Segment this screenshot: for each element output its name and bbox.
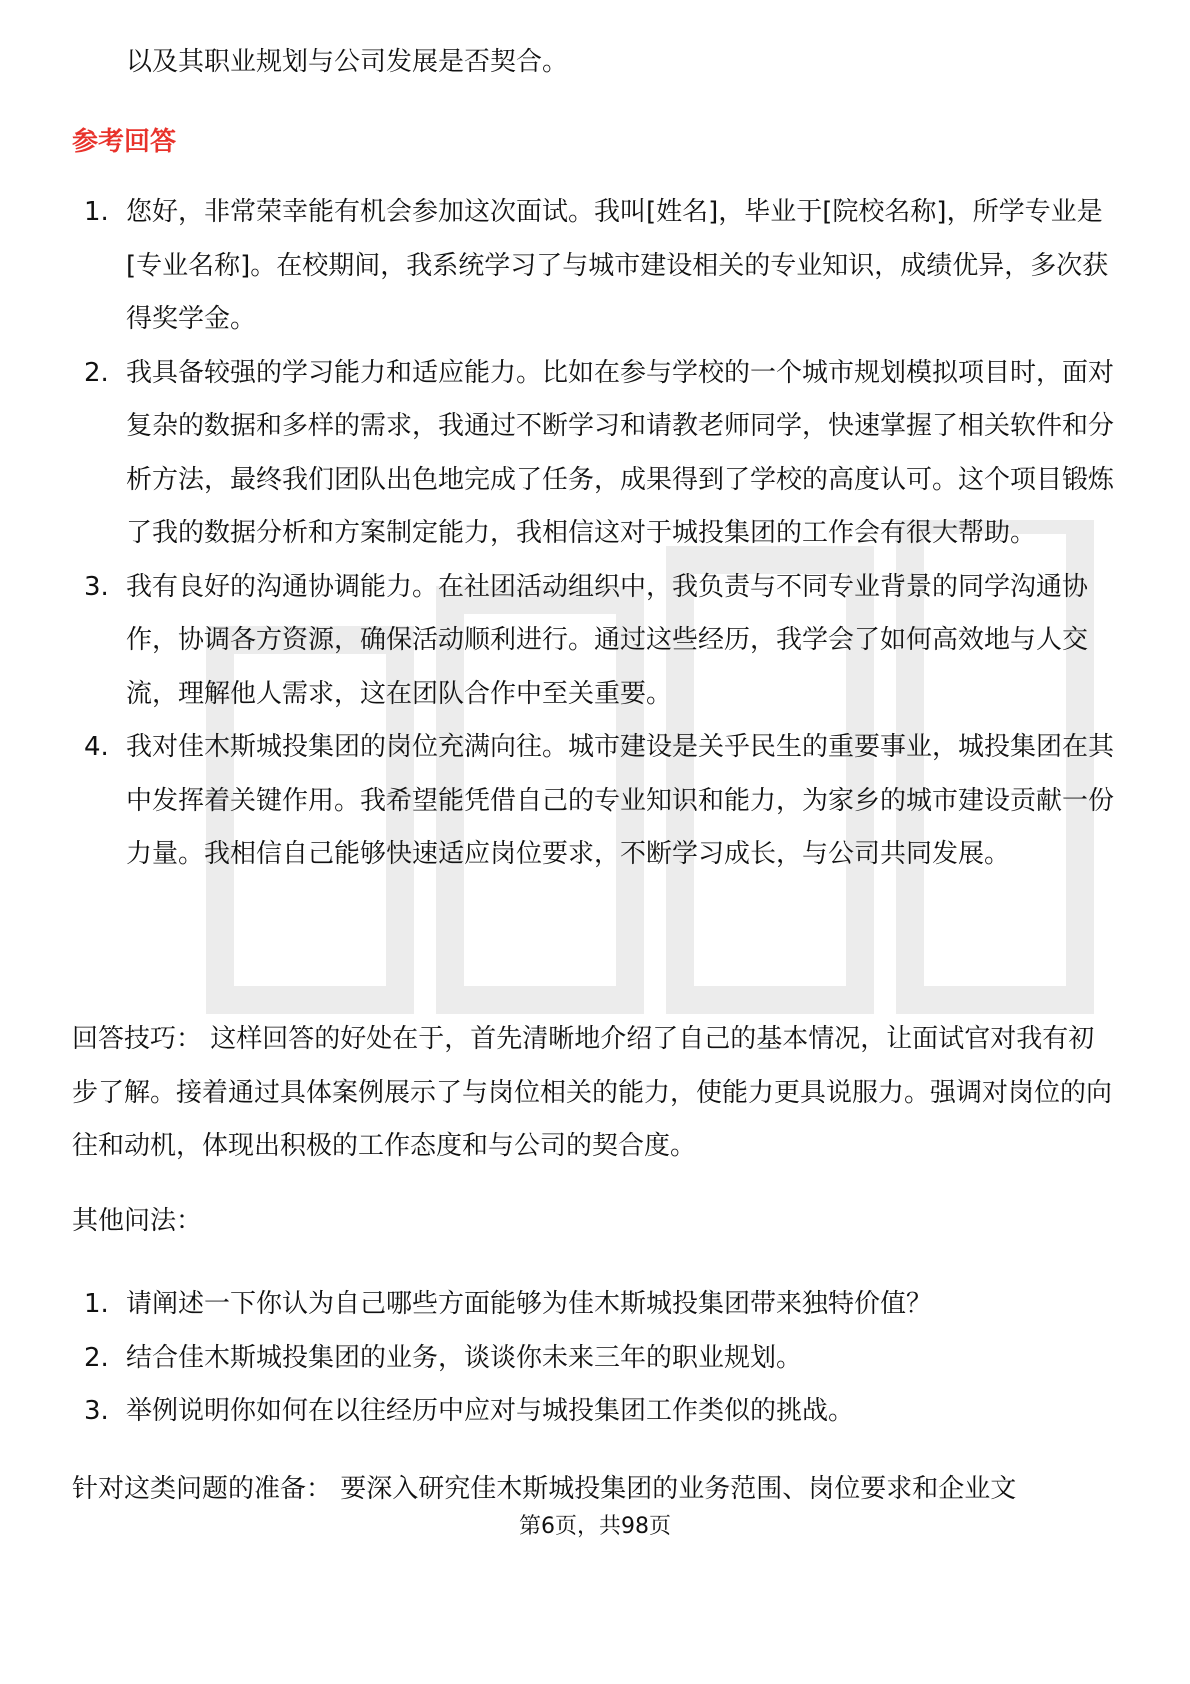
list-number: 4. bbox=[84, 732, 109, 762]
other-question-item bbox=[72, 1332, 1118, 1386]
list-number: 3. bbox=[84, 1396, 109, 1426]
answer-list bbox=[72, 186, 1118, 882]
continuation-text: 以及其职业规划与公司发展是否契合。 bbox=[126, 47, 569, 77]
answer-item bbox=[72, 347, 1118, 561]
list-number: 1. bbox=[84, 197, 109, 227]
other-question-text: 请阐述一下你认为自己哪些方面能够为佳木斯城投集团带来独特价值？ bbox=[126, 1289, 933, 1319]
preparation-text: 针对这类问题的准备： 要深入研究佳木斯城投集团的业务范围、岗位要求和企业文 bbox=[72, 1474, 1017, 1504]
other-questions-list bbox=[72, 1278, 1118, 1439]
answer-tips: 回答技巧： 这样回答的好处在于，首先清晰地介绍了自己的基本情况，让面试官对我有初步了解。接着通过具体案例展示了与岗位相关的能力，使能力更具说服力。强调对岗位的向往和动机，体现出积极的工作态度和与公司的契合度。 bbox=[72, 1024, 1113, 1161]
other-questions-title: 其他问法： bbox=[72, 1206, 203, 1236]
list-number: 2. bbox=[84, 357, 109, 388]
other-question-text: 结合佳木斯城投集团的业务，谈谈你未来三年的职业规划。 bbox=[126, 1342, 803, 1373]
answer-text: 您好，非常荣幸能有机会参加这次面试。我叫[姓名]，毕业于[院校名称]，所学专业是[专业名称]。在校期间，我系统学习了与城市建设相关的专业知识，成绩优异，多次获得奖学金。 bbox=[126, 197, 1109, 334]
other-question-item bbox=[72, 1278, 1118, 1332]
answer-text: 我对佳木斯城投集团的岗位充满向往。城市建设是关乎民生的重要事业，城投集团在其中发挥着关键作用。我希望能凭借自己的专业知识和能力，为家乡的城市建设贡献一份力量。我相信自己能够快速适应岗位要求，不断学习成长，与公司共同发展。 bbox=[126, 732, 1115, 869]
other-question-text: 举例说明你如何在以往经历中应对与城投集团工作类似的挑战。 bbox=[126, 1396, 855, 1426]
other-question-item bbox=[72, 1385, 1118, 1439]
answer-text: 我具备较强的学习能力和适应能力。比如在参与学校的一个城市规划模拟项目时，面对复杂的数据和多样的需求，我通过不断学习和请教老师同学，快速掌握了相关软件和分析方法，最终我们团队出色地完成了任务，成果得到了学校的高度认可。这个项目锻炼了我的数据分析和方案制定能力，我相信这对于城投集团的工作会有很大帮助。 bbox=[126, 357, 1115, 548]
section-title-reference-answer: 参考回答 bbox=[72, 127, 177, 157]
page-number-footer: 第6页，共98页 bbox=[519, 1514, 671, 1539]
list-number: 2. bbox=[84, 1342, 109, 1373]
answer-text: 我有良好的沟通协调能力。在社团活动组织中，我负责与不同专业背景的同学沟通协作，协调各方资源，确保活动顺利进行。通过这些经历，我学会了如何高效地与人交流，理解他人需求，这在团队合作中至关重要。 bbox=[126, 571, 1089, 709]
answer-item bbox=[72, 186, 1118, 347]
list-number: 3. bbox=[84, 571, 109, 602]
answer-item bbox=[72, 561, 1118, 722]
list-number: 1. bbox=[84, 1289, 109, 1319]
answer-item bbox=[72, 721, 1118, 882]
